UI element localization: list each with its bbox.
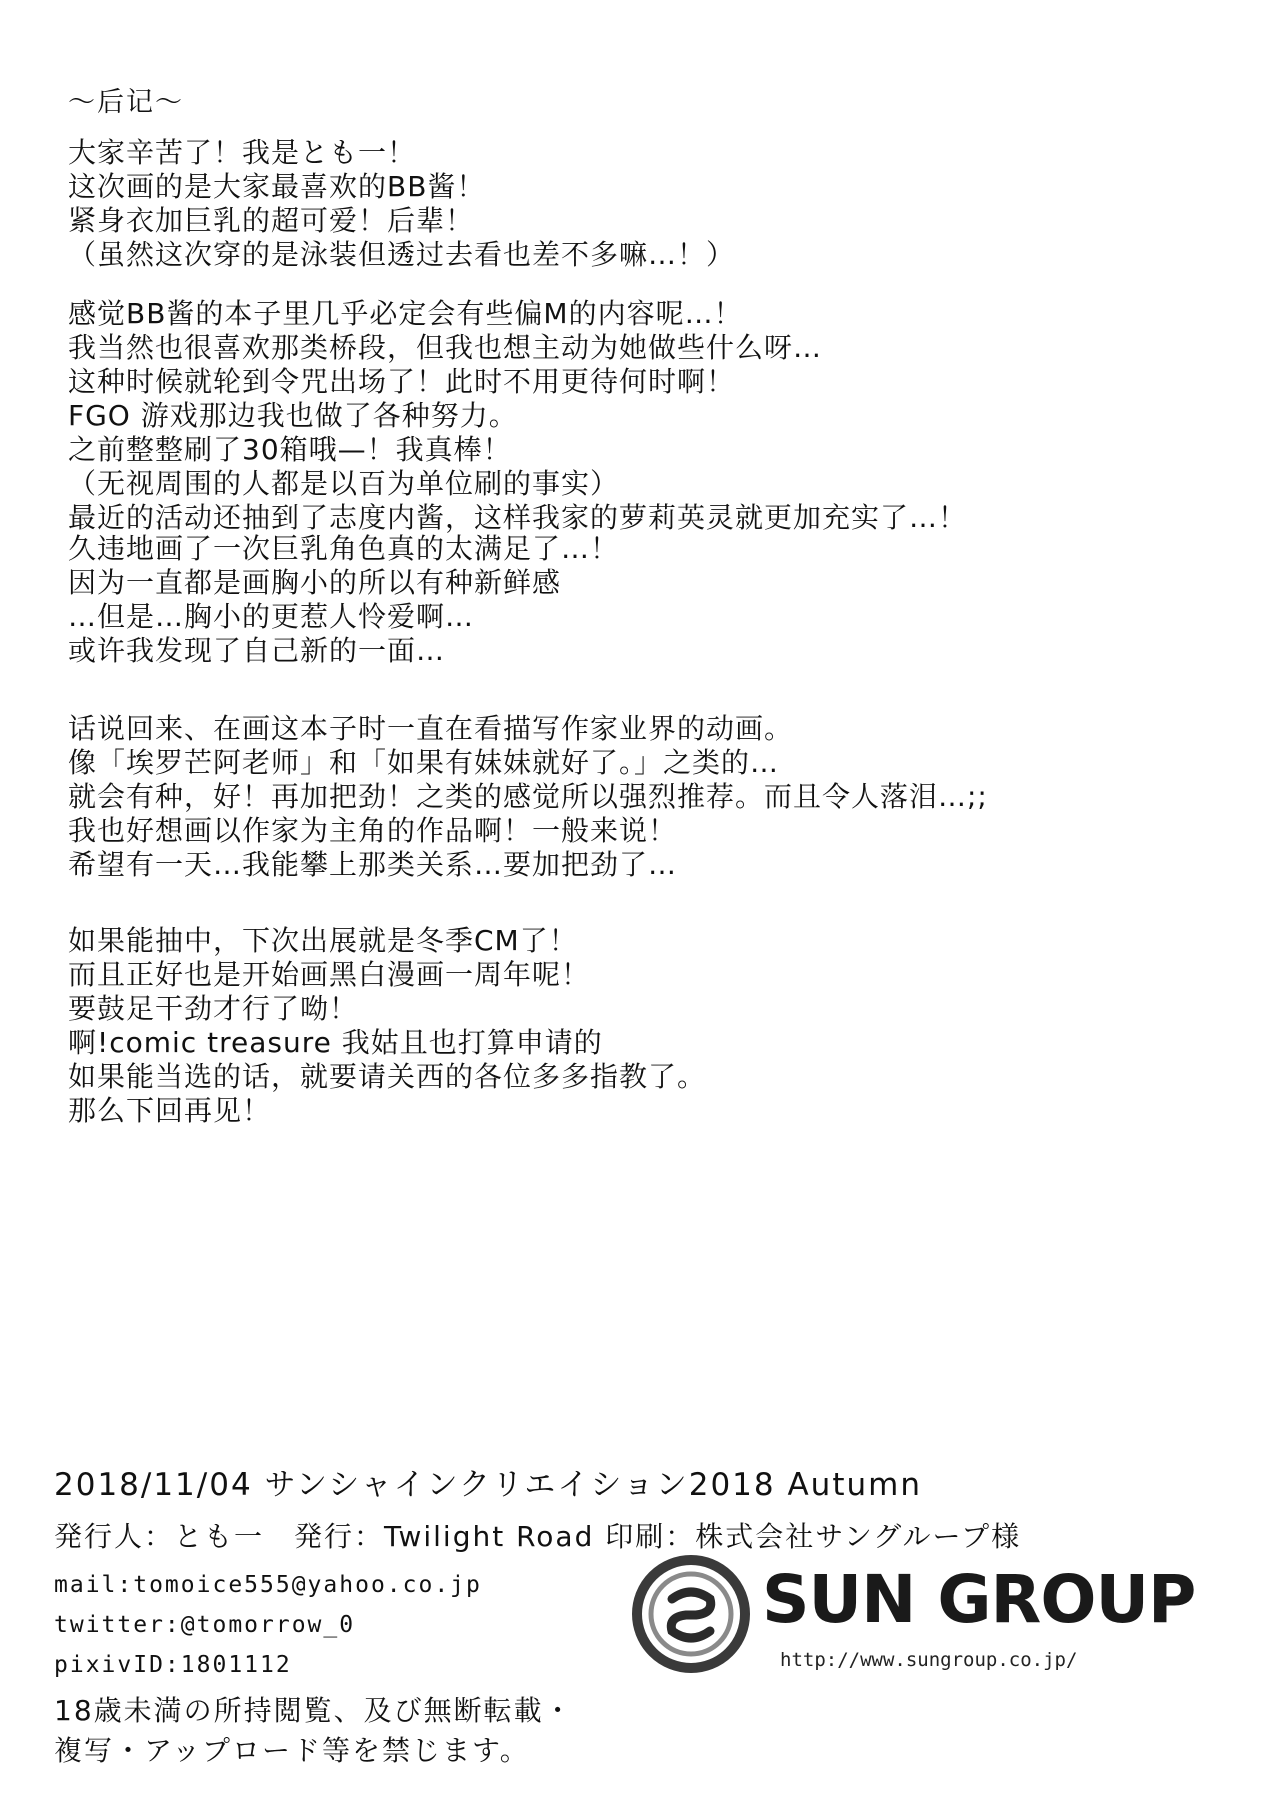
text-line: 最近的活动还抽到了志度内酱，这样我家的萝莉英灵就更加充实了…！ xyxy=(68,501,968,534)
afterword-paragraph-3 xyxy=(68,532,1228,668)
text-line: 紧身衣加巨乳的超可爱！后辈！ xyxy=(68,204,475,237)
text-line: 那么下回再见！ xyxy=(68,1094,272,1127)
afterword-paragraph-5 xyxy=(68,924,1228,1128)
text-line: 之前整整刷了30箱哦—！我真棒！ xyxy=(68,433,512,466)
text-line: 我也好想画以作家为主角的作品啊！一般来说！ xyxy=(68,814,678,847)
text-line: 久违地画了一次巨乳角色真的太满足了…！ xyxy=(68,532,620,565)
printer-logo-name: SUN GROUP xyxy=(762,1561,1196,1638)
afterword-paragraph-1 xyxy=(68,136,1228,272)
text-line: 就会有种，好！再加把劲！之类的感觉所以强烈推荐。而且令人落泪…;; xyxy=(68,780,988,813)
text-line: 大家辛苦了！我是とも一！ xyxy=(68,136,417,169)
text-line: 希望有一天…我能攀上那类关系…要加把劲了… xyxy=(68,848,678,881)
sun-group-mark-icon xyxy=(632,1555,750,1673)
afterword-paragraph-2 xyxy=(68,297,1228,535)
text-line: 如果能当选的话，就要请关西的各位多多指教了。 xyxy=(68,1060,707,1093)
text-line: 像「埃罗芒阿老师」和「如果有妹妹就好了。」之类的… xyxy=(68,746,780,779)
text-line: 这次画的是大家最喜欢的BB酱！ xyxy=(68,170,486,203)
printer-logo-url: http://www.sungroup.co.jp/ xyxy=(780,1649,1078,1671)
text-line: 我当然也很喜欢那类桥段，但我也想主动为她做些什么呀… xyxy=(68,331,823,364)
event-info: 2018/11/04 サンシャインクリエイション2018 Autumn xyxy=(54,1467,922,1503)
text-line: （虽然这次穿的是泳装但透过去看也差不多嘛…！） xyxy=(68,238,736,271)
text-line: 或许我发现了自己新的一面… xyxy=(68,634,446,667)
text-line: 因为一直都是画胸小的所以有种新鲜感 xyxy=(68,566,562,599)
printer-logo xyxy=(632,1555,1212,1705)
notice-line: 18歳未満の所持閲覧、及び無断転載・ xyxy=(54,1694,574,1727)
pixiv-id: pixivID:1801112 xyxy=(54,1652,292,1678)
text-line: 话说回来、在画这本子时一直在看描写作家业界的动画。 xyxy=(68,712,794,745)
twitter-handle: twitter:@tomorrow_0 xyxy=(54,1612,356,1638)
text-line: （无视周围的人都是以百为单位刷的事实） xyxy=(68,467,620,500)
text-line: 这种时候就轮到令咒出场了！此时不用更待何时啊！ xyxy=(68,365,736,398)
text-line: …但是…胸小的更惹人怜爱啊… xyxy=(68,600,475,633)
text-line: 啊!comic treasure 我姑且也打算申请的 xyxy=(68,1026,603,1059)
mail-address: mail:tomoice555@yahoo.co.jp xyxy=(54,1572,482,1598)
text-line: 要鼓足干劲才行了呦！ xyxy=(68,992,359,1025)
text-line: 如果能抽中，下次出展就是冬季CM了！ xyxy=(68,924,578,957)
text-line: 而且正好也是开始画黑白漫画一周年呢！ xyxy=(68,958,591,991)
afterword-title: ～后记～ xyxy=(68,87,184,118)
notice-line: 複写・アップロード等を禁じます。 xyxy=(54,1734,530,1767)
text-line: 感觉BB酱的本子里几乎必定会有些偏M的内容呢…！ xyxy=(68,297,743,330)
text-line: FGO 游戏那边我也做了各种努力。 xyxy=(68,399,518,432)
afterword-paragraph-4 xyxy=(68,712,1228,882)
publisher-info: 発行人：とも一 発行：Twilight Road 印刷：株式会社サングループ様 xyxy=(54,1520,1022,1553)
